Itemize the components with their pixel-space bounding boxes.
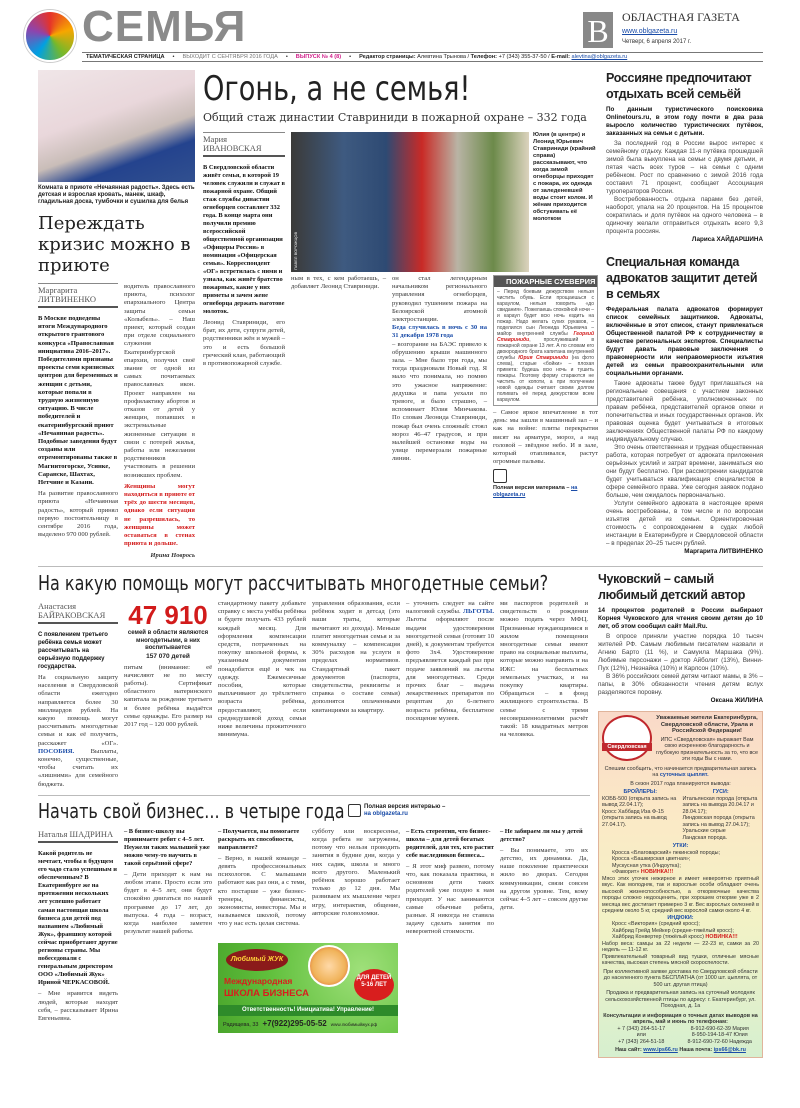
tourism-article xyxy=(606,70,763,244)
fire-photo-credit: ПАВЕЛ ВОРОЖЦОВ xyxy=(293,231,298,270)
superstitions-text: – Перед боевым дежурством нельзя чистить обувь. Если прощаешься с караулом, нельзя говорить «до свидания». Пожелаешь спокойной ночи – и караул будет всю ночь ездить на пожар. Надо желать сухих рукавов, – поделился сын Леонида Юрьевича – майор внутренней службы Георгий Ставриниди, прослуживший в пожарной охране 13 лет. А по словам его двоюродного брата капитана внутренней службы Юрия Ставриниди (на фото слева), старые «бойки» – плохая примета: будешь всю ночь и тушить пожары. Поэтому форму стараются не чистить от копоти, а при получении новой одежды считают своим долгом поливать её перед дежурством всем караулом. xyxy=(497,289,594,403)
poultry-logo: Свердловская xyxy=(602,715,652,761)
shelter-headline: Переждать кризис можно в приюте xyxy=(38,213,191,276)
broilers-list: БРОЙЛЕРЫ: КОББ-500 (открыта запись на вывод 22.04.17); Кросс Хаббард Иза Ф-15 (открыта запись на вывод 27.04.17). xyxy=(602,789,677,828)
shelter-body-1: На развитие православного приюта «Нечаянная радость», который принял первую постоятельницу в сентябре 2016 года, выделено 970 000 рублей. xyxy=(38,490,118,539)
large-families-article xyxy=(38,571,590,789)
fire-body-5: – Самое яркое впечатление в тот день: мы зашли в машинный зал – и как на войне: плиты перекрытия висят на арматуре, мороз, а над головой – звёздное небо. И в зале, который отапливался, растут огромные пальмы. xyxy=(493,409,598,466)
shelter-lede: В Москве подведены итоги Международного открытого грантового конкурса «Православная инициатива 2016–2017». Победителями признаны проекты семи кризисных центров для беременных и женщин с детьми, которые попали в трудную жизненную ситуацию. В числе победителей и екатеринбургский приют «Нечаянная радость». Подобные заведения будут созданы или отремонтированы также в Магнитогорске, Усинке, Саранске, Шахтах, Нетчине и Казани. xyxy=(38,315,118,487)
bug-logo: Любимый ЖУК xyxy=(226,949,288,971)
chukovsky-article xyxy=(598,571,763,705)
lawyers-signature: Маргарита ЛИТВИНЕНКО xyxy=(684,548,763,555)
document-icon xyxy=(493,469,507,483)
business-column-4: субботу или воскресенье, когда ребята не загружены, потому что нельзя проводить занятия в будние дни, когда у них садик, школа и много всего другого. Маленький ребёнок хорошо работает только до 12 дня. Мы развиваем их мышление через игру, интерактив, общение, авторские головоломки. xyxy=(312,827,400,917)
large-families-lede: С появлением третьего ребёнка семья может рассчитывать на серьёзную поддержку государства. xyxy=(38,632,108,670)
lawyers-article xyxy=(606,254,763,556)
chukovsky-p1: В опросе приняли участие порядка 10 тысяч жителей РФ. Самым любимым писателем назвали и Агнию Барто (11 %), и Самуила Маршака (9%). Любимые персонажи – доктор Айболит (13%), Винни-Пух (12%), Незнайка (10%) и Карлсон (10%). xyxy=(598,633,763,672)
large-families-body-6: ми паспортов родителей и свидетельств о рождении можно подать через МФЦ. Признанные нуждающимися в жилом помещении многодетные семьи имеют право на социальные выплаты, которые можно направить и на ИЖС на бесплатных земельных участках, и на покупку квартиры. Обращаться – в фонд жилищного строительства. В семье с тремя несовершеннолетними расчёт такой: 18 квадратных метров на человека. xyxy=(500,600,588,739)
superstitions-title: ПОЖАРНЫЕ СУЕВЕРИЯ xyxy=(494,276,597,287)
document-icon xyxy=(348,804,361,817)
header-bar: ТЕМАТИЧЕСКАЯ СТРАНИЦА • ВЫХОДИТ С СЕНТЯБРЯ 2016 ГОДА • ВЫПУСК № 4 (8) • Редактор страницы: Алевтина Трынова / Телефон: +7 (343) 355-37-50 / E-mail: alevtina@oblgazeta.ru xyxy=(82,52,763,62)
large-families-body-3: стандартному пакету добавьте справку с места учёбы ребёнка и будете получать 433 рублей каждый месяц. Для оформления компенсации средств, потраченных на покупку школьной формы, к указанным документам понадобится ещё и чек на одежду. Ежемесячные пособия, которые выплачивают до трёхлетнего возраста ребёнка, предоставляют, если среднедушевой доход семьи ниже величины прожиточного минимума. xyxy=(218,600,306,739)
stat-kids: 157 070 детей xyxy=(146,652,190,660)
lawyers-headline: Специальная команда адвокатов защитит детей в семьях xyxy=(606,255,758,301)
business-column-6: – Не забираем ли мы у детей детство? – Вы понимаете, это их детство, их динамика. Да, наше поколение практически жило во дворах. Сегодня коммуникации, связи совсем на другом уровне. Тем, кому сейчас 4–5 лет – совсем другие дети. xyxy=(500,827,588,912)
shelter-photo-caption: Комната в приюте «Нечаянная радость». Здесь есть детская и взрослая кровать, манеж, шкаф, гладильная доска, тумбочки и сушилка для белья xyxy=(38,185,195,205)
ad-phone: +7(922)295-05-52 xyxy=(262,1018,327,1028)
geese-list: ГУСИ: Итальянская порода (открыта запись на вывода 20.04.17 и 28.04.17); Линдовская порода (открыта запись на вывод 27.04.17); Уральские серые Ландская порода. xyxy=(682,789,758,841)
ad-title-2: ШКОЛА БИЗНЕСА xyxy=(224,987,309,999)
lawyers-lede: Федеральная палата адвокатов формирует список семейных защитников. Адвокаты, включённые в этот список, станут привлекаться Общественной палатой РФ к сотрудничеству в качестве региональных экспертов. Специалисты будут давать правовые заключения о правомерности или неправомерности изъятия детей из семьи правоохранительными или социальными органами. xyxy=(606,306,763,377)
fire-body-4: – возгорание на БАЭС привело к обрушению крыши машинного зала. – Мне было три года, мы тогда праздновали Новый год. Я мало что понимала, но помню это ужасное напряжение: дедушка и папа уехали по тревоге, и было страшно, – вспоминает Юлия Минчакова. По словам Леонида Ставриниди, пожар был очень сложный: стоял мороз 46–47 градусов, и при малейшей остановке воды на улице перемерзали пожарные линии. xyxy=(392,340,487,463)
business-column-5: – Есть стереотип, что бизнес-школа – для детей богатых родителей, для тех, кто растит себе наследников бизнеса... – Я этот миф развею, потому что, как показала практика, в основном дети таких родителей уже поздно к нам приходят. У нас занимаются самые обычные ребята, разные. Я никогда не ставила задачу сделать занятия по невероятной стоимости. xyxy=(406,827,494,936)
business-body-1: – Мне нравится видеть людей, которые находят себя, – рассказывает Ирина Евгеньевна. xyxy=(38,990,118,1023)
fire-photo xyxy=(291,132,529,272)
fire-highlight: Беда случилась в ночь с 30 на 31 декабря 1978 года xyxy=(392,324,487,340)
poultry-ad: Свердловская Уважаемые жители Екатеринбурга, Свердловской области, Урала и Российской Федерации! ИПС «Свердловская» выражает Вам свою искреннюю благодарность и глубокую признательность за то, что все эти годы Вы с нами. Спешим сообщить, что начинается предварительная запись на суточных цыплят. В сезон 2017 года планируются вывода: БРОЙЛЕРЫ: КОББ-500 (открыта запись на вывод 22.04.17); Кросс Хаббард Иза Ф-15 (открыта запись на вывод 27.04.17). ГУСИ: Итальянская порода (открыта запись на вывода 20.04.17 и 28.04.17); Линдовская порода (открыта запись на вывод 27.04.17); Уральские серые Ландская порода. УТКИ: Кросса «Благоварский» пекинской породы; Кросса «Башкирская цветная»; Мускусная утка (Индоутка); «Фаворит» НОВИНКА!!! Мясо этих уточек нежирное и имеет невероятно приятный вкус. Как молодняк, так и взрослые особи обладают очень высокой жизнеспособностью, а откормочные качества породы сложно недооценить, при хорошем откорме уже в 2 месяца вес достигает примерно 3 кг. Вес взрослых селезней в среднем около 5 кг, средний вес взрослой самки около 4 кг. ИНДЮКИ: Кросс «Виктория» (средний кросс); Хайбрид Грейд Мейкер (средне-тяжёлый кросс); Хайбрид Конвертер (тяжёлый кросс) НОВИНКА!!! Набор веса: самцы за 22 недели — 22-23 кг, самки за 20 недель — 11-12 кг. Привлекательный товарный вид тушки, отличные мясные качества, высокая степень мясной скороспелости. При коллективной заявке доставка по Свердловской области до населенного пункта БЕСПЛАТНА (от 1000 шт. цыплята, от 500 шт. другая птица) Продажа и предварительная запись на суточный молодняк сельскохозяйственной птицы по адресу: г. Екатеринбург, ул. Походная, д. 1а Консультации и информация о точных датах выводов на апрель, май и июнь по телефонам: + 7 (343) 264-51-17 или +7 (343) 264-51-18 8-912-690-62-39 Мария 8-950-194-18-47 Юлия 8-912-690-72-60 Надежда Наш сайт: www.ips66.ru Наша почта: ips66@bk.ru xyxy=(598,711,763,1058)
fire-article xyxy=(203,70,598,499)
large-families-body-2: питым (внимание: её начисляют не по месту работы). Сертификат областного материнского капитала за рождение третьего и более ребёнка выдаётся семье однажды. Его размер на 2017 год – 120 000 рублей. xyxy=(124,663,212,728)
large-families-headline: На какую помощь могут рассчитывать многодетные семьи? xyxy=(38,571,549,595)
fire-author: Мария ИВАНОВСКАЯ xyxy=(203,132,285,157)
business-lede: Какой родитель не мечтает, чтобы в будущем его чадо стало успешным и обеспеченным? В Екатеринбурге же на протяжении нескольких лет успешно работает самая настоящая школа бизнеса для детей под названием «Любимый Жук», франшизу которой сейчас приобретают другие регионы страны. Мы побеседовали с генеральным директором ООО «Любимый Жук» Ириной ЧЕРКАСОВОЙ. xyxy=(38,849,118,987)
poultry-thanks: ИПС «Свердловская» выражает Вам свою искреннюю благодарность и глубокую признательность за то, что все эти годы Вы с нами. xyxy=(656,736,758,762)
issue-date: Четверг, 6 апреля 2017 г. xyxy=(622,39,692,45)
paper-name: ОБЛАСТНАЯ ГАЗЕТА xyxy=(622,10,740,24)
business-headline: Начать свой бизнес... в четыре года xyxy=(38,798,345,823)
fire-column-4 xyxy=(392,275,487,464)
section-label: ТЕМАТИЧЕСКАЯ СТРАНИЦА xyxy=(86,54,165,60)
lower-section xyxy=(38,566,763,1058)
shelter-highlight: Женщины могут находиться в приюте от трёх до шести месяцев, однако если ситуация не разрешилась, то женщины может оставаться в стенах приюта и дольше. xyxy=(124,482,195,548)
business-column-2: – В бизнес-школу вы принимаете ребят с 4–5 лет. Неужели таких малышей уже можно чему-то научить в такой серьёзной сфере? – Дети приходят к нам на любом этапе. Просто если это будет в 4–5 лет, они будут спокойно двигаться по нашей программе до 17 лет, до выпуска. 4 года – возраст, когда наиболее заметен результат нашей работы. xyxy=(124,827,212,936)
fire-subtitle: Общий стаж династии Ставриниди в пожарной охране – 332 года xyxy=(203,111,587,124)
business-more-link[interactable]: Полная версия интервью – на oblgazeta.ru xyxy=(348,804,445,819)
child-photo xyxy=(308,945,350,987)
large-families-body-5: – уточнить следует на сайте налоговой службы. ЛЬГОТЫ. Льготы оформляют после выдачи удостоверения многодетной семьи (готовят 10 дней), к документам требуется фото 3х4. Удостоверение предъявляется каждый раз при подаче заявлений на льготы для многодетных. Среди прочих благ – выдача лекарственных препаратов по рецептам до 6-летнего возраста ребёнка, бесплатное посещение музеев. xyxy=(406,600,494,722)
masthead-logo xyxy=(24,10,76,62)
fire-body-1: Леонид Ставриниди, его брат, их дети, супруги детей, родственники жён и мужей – это и есть большой греческий клан, работающий в противопожарной службе. xyxy=(203,319,285,368)
ducks-list: Кросса «Благоварский» пекинской породы; Кросса «Башкирская цветная»; Мускусная утка (Индоутка); «Фаворит» НОВИНКА!!! xyxy=(612,849,721,875)
fire-body-2: ным в тех, с кем работаешь, – добавляет Леонид Ставриниди. xyxy=(291,275,386,291)
large-families-body-1: На социальную защиту населения в Свердловской области ежегодно направляется более 30 миллиардов рублей. На какую помощь могут рассчитывать многодетные семьи и как её получить, расскажет «ОГ». ПОСОБИЯ. Выплаты, конечно, существенные, чтобы считать их «лишними» для семейного бюджета. xyxy=(38,674,118,788)
shelter-article xyxy=(38,70,195,560)
poultry-mail-link[interactable]: ips66@bk.ru xyxy=(713,1047,746,1053)
issue-number: ВЫПУСК № 4 (8) xyxy=(295,54,342,60)
business-article xyxy=(38,795,590,1033)
tourism-signature: Лариса ХАЙДАРШИНА xyxy=(691,236,763,243)
stat-block xyxy=(124,600,212,661)
ad-title-1: Международная xyxy=(224,975,293,986)
fire-more-link[interactable]: Полная версия материала – на oblgazeta.ru xyxy=(493,469,598,499)
shelter-column-2 xyxy=(124,283,195,560)
chukovsky-lede: 14 процентов родителей в России выбирают Корнея Чуковского для чтения своим детям до 10 лет, об этом сообщил сайт Mail.Ru. xyxy=(598,607,763,630)
paper-site-link[interactable]: www.oblgazeta.ru xyxy=(622,28,678,35)
since-label: ВЫХОДИТ С СЕНТЯБРЯ 2016 ГОДА xyxy=(182,54,278,60)
ad-slogan: Ответственность! Инициатива! Управление! xyxy=(218,1005,398,1016)
poultry-phones: + 7 (343) 264-51-17 или +7 (343) 264-51-18 8-912-690-62-39 Мария 8-950-194-18-47 Юлия 8-912-690-72-60 Надежда xyxy=(617,1025,752,1045)
poultry-season: В сезон 2017 года планируются вывода: xyxy=(630,780,731,787)
fire-lede: В Свердловской области живёт семья, в которой 19 человек служили и служат в пожарной охране. Общий стаж службы династии огнеборцев составляет 332 года. В конце марта они получили премию всероссийской общественной организации «Офицеры России» в номинации «Офицерская семья». Корреспондент «ОГ» встретилась с ними и узнала, как живёт братство пожарных, какие у них приметы и зачем жене огнеборца держать наготове молоток. xyxy=(203,164,286,315)
top-section xyxy=(38,70,763,560)
shelter-author: Маргарита ЛИТВИНЕНКО xyxy=(38,283,118,308)
lawyers-p3: Услуги семейного адвоката в настоящее время очень востребованы, в том числе и по вопросам изъятия детей из семьи. Ориентировочная стоимость с сопровождением в судах любой инстанции в Екатеринбурге и Свердловской области – в пределах 20–25 тысяч рублей. xyxy=(606,500,763,547)
tourism-headline: Россияне предпочитают отдыхать всей семьёй xyxy=(606,71,752,101)
superstitions-box xyxy=(493,275,598,406)
chukovsky-signature: Оксана ЖИЛИНА xyxy=(710,697,763,704)
stat-text: семей в области являются многодетными, в них воспитывается xyxy=(127,630,209,651)
tourism-p2: Востребованность отдыха парами без детей, наоборот, упала на 20 процентов. На 15 процентов сократилась и доля путёвок на одного человека – в одиночку желали отправиться отдыхать всего 9,3 процента россиян. xyxy=(606,196,763,235)
editor-name: Алевтина Трынова xyxy=(417,54,466,60)
age-badge: ДЛЯ ДЕТЕЙ 5-16 ЛЕТ xyxy=(354,969,394,1001)
email-link[interactable]: alevtina@oblgazeta.ru xyxy=(571,54,628,60)
chukovsky-headline: Чуковский – самый любимый детский автор xyxy=(598,572,746,602)
turkeys-list: Кросс «Виктория» (средний кросс); Хайбрид Грейд Мейкер (средне-тяжёлый кросс); Хайбрид Конвертер (тяжёлый кросс) НОВИНКА!!! xyxy=(612,921,738,940)
masthead-title: СЕМЬЯ xyxy=(82,2,247,51)
large-families-body-4: управления образования, если ребёнок ходит в детсад (это ваши траты, которые вычитают из дохода). Меньше платит многодетная семья и за коммуналку – компенсация 30% расходов на услуги в пределах нормативов. Стандартный пакет документов (паспорта, свидетельства, реквизиты и справка о составе семьи) дополнятся оплаченными квитанциями за квартиру. xyxy=(312,600,400,714)
tourism-lede: По данным туристического поисковика Onlinetours.ru, в этом году почти в два раза выросло количество туристических путёвок, заказанных на семьи с детьми. xyxy=(606,106,763,137)
business-author: Наталья ШАДРИНА xyxy=(38,828,118,843)
business-column-3: – Получается, вы помогаете раскрыть их способности, направляете? – Верно, в нашей команде – девять профессиональных психологов. С малышами работают как раз они, а с теми, кто постарше – уже бизнес-тренеры, финансисты, экономисты, инвесторы. Мы и называемся школой, потому что у нас есть целая система. xyxy=(218,827,306,928)
large-families-author: Анастасия БАЙРАКОВСКАЯ xyxy=(38,600,118,624)
business-school-ad: Любимый ЖУК Международная ШКОЛА БИЗНЕСА ДЛЯ ДЕТЕЙ 5-16 ЛЕТ Ответственность! Инициатива! Управление! Радищева, 33 +7(922)295-05-52 www.любимыйжук.рф xyxy=(218,943,398,1033)
shelter-signature: Ирина Новрось xyxy=(150,551,195,559)
shelter-photo xyxy=(38,70,195,182)
poultry-greeting: Уважаемые жители Екатеринбурга, Свердловской области, Урала и Российской Федерации! xyxy=(656,715,758,734)
fire-body-3: он стал легендарным начальником регионального управления огнеборцев, руководил тушением пожара на Белоярской атомной электростанции. xyxy=(392,275,487,324)
stat-number: 47 910 xyxy=(128,600,208,630)
tourism-p1: За последний год в России вырос интерес к семейному отдыху. Каждая 11-я путёвка прошедшей зимой была выкуплена на семьи с двумя детьми, и пятая часть всех туров – на семьи с одним ребёнком. Рост по сравнению с зимой 2016 года составил 71 процент, сообщает Ассоциация туроператоров России. xyxy=(606,140,763,195)
paper-letter-logo: В xyxy=(583,12,613,48)
fire-photo-caption: Юлия (в центре) и Леонид Юрьевич Ставриниди (крайний справа) рассказывают, что когда зимой огнеборцы приходят с пожара, их одежда от заледеневшей воды стоит колом. И жёнам приходится обстукивать её молотком xyxy=(533,132,596,222)
chukovsky-p2: В 36% российских семей детям читают мамы, в 3% – папы, в 30% обязанности чтения детям вслух разделяются поровну. xyxy=(598,673,763,696)
phone: +7 (343) 355-37-50 xyxy=(498,54,547,60)
fire-headline: Огонь, а не семья! xyxy=(203,69,471,109)
poultry-site-link[interactable]: www.ips66.ru xyxy=(643,1047,678,1053)
shelter-body-2: водитель православного приюта, психолог епархиального Центра защиты семьи «Колыбель». – Наш приект, который создан при отделе социального служения Екатеринбургской епархии, получил своё звание от одной из самых почитаемых православных икон. Проект направлен на профилактику абортов и отказов от детей у женщин, попавших в экстремальные жизненные ситуации в связи с потерей жилья, работы или нежелания родственников участвовать в решении возникших проблем. xyxy=(124,283,195,479)
lawyers-p2: Это очень ответственная и трудная общественная работа, которая потребует от адвоката приложения серьёзных усилий и затрат времени, заниматься ею они будут бесплатно. При рассмотрении кандидатов будет учитываться квалификация специалистов в сфере семейного права. Уже сегодня заявок подано больше, чем ожидалось первоначально. xyxy=(606,444,763,499)
lawyers-p1: Такие адвокаты также будут приглашаться на региональные совещания с участием законных представителей ребёнка, уполномоченных по правам ребёнка, представителей органов опеки и попечительства и иных государственных органов. Их правовая оценка будет учитываться в итоговых заключениях Общественной палаты РФ по каждому индивидуальному случаю. xyxy=(606,380,763,443)
